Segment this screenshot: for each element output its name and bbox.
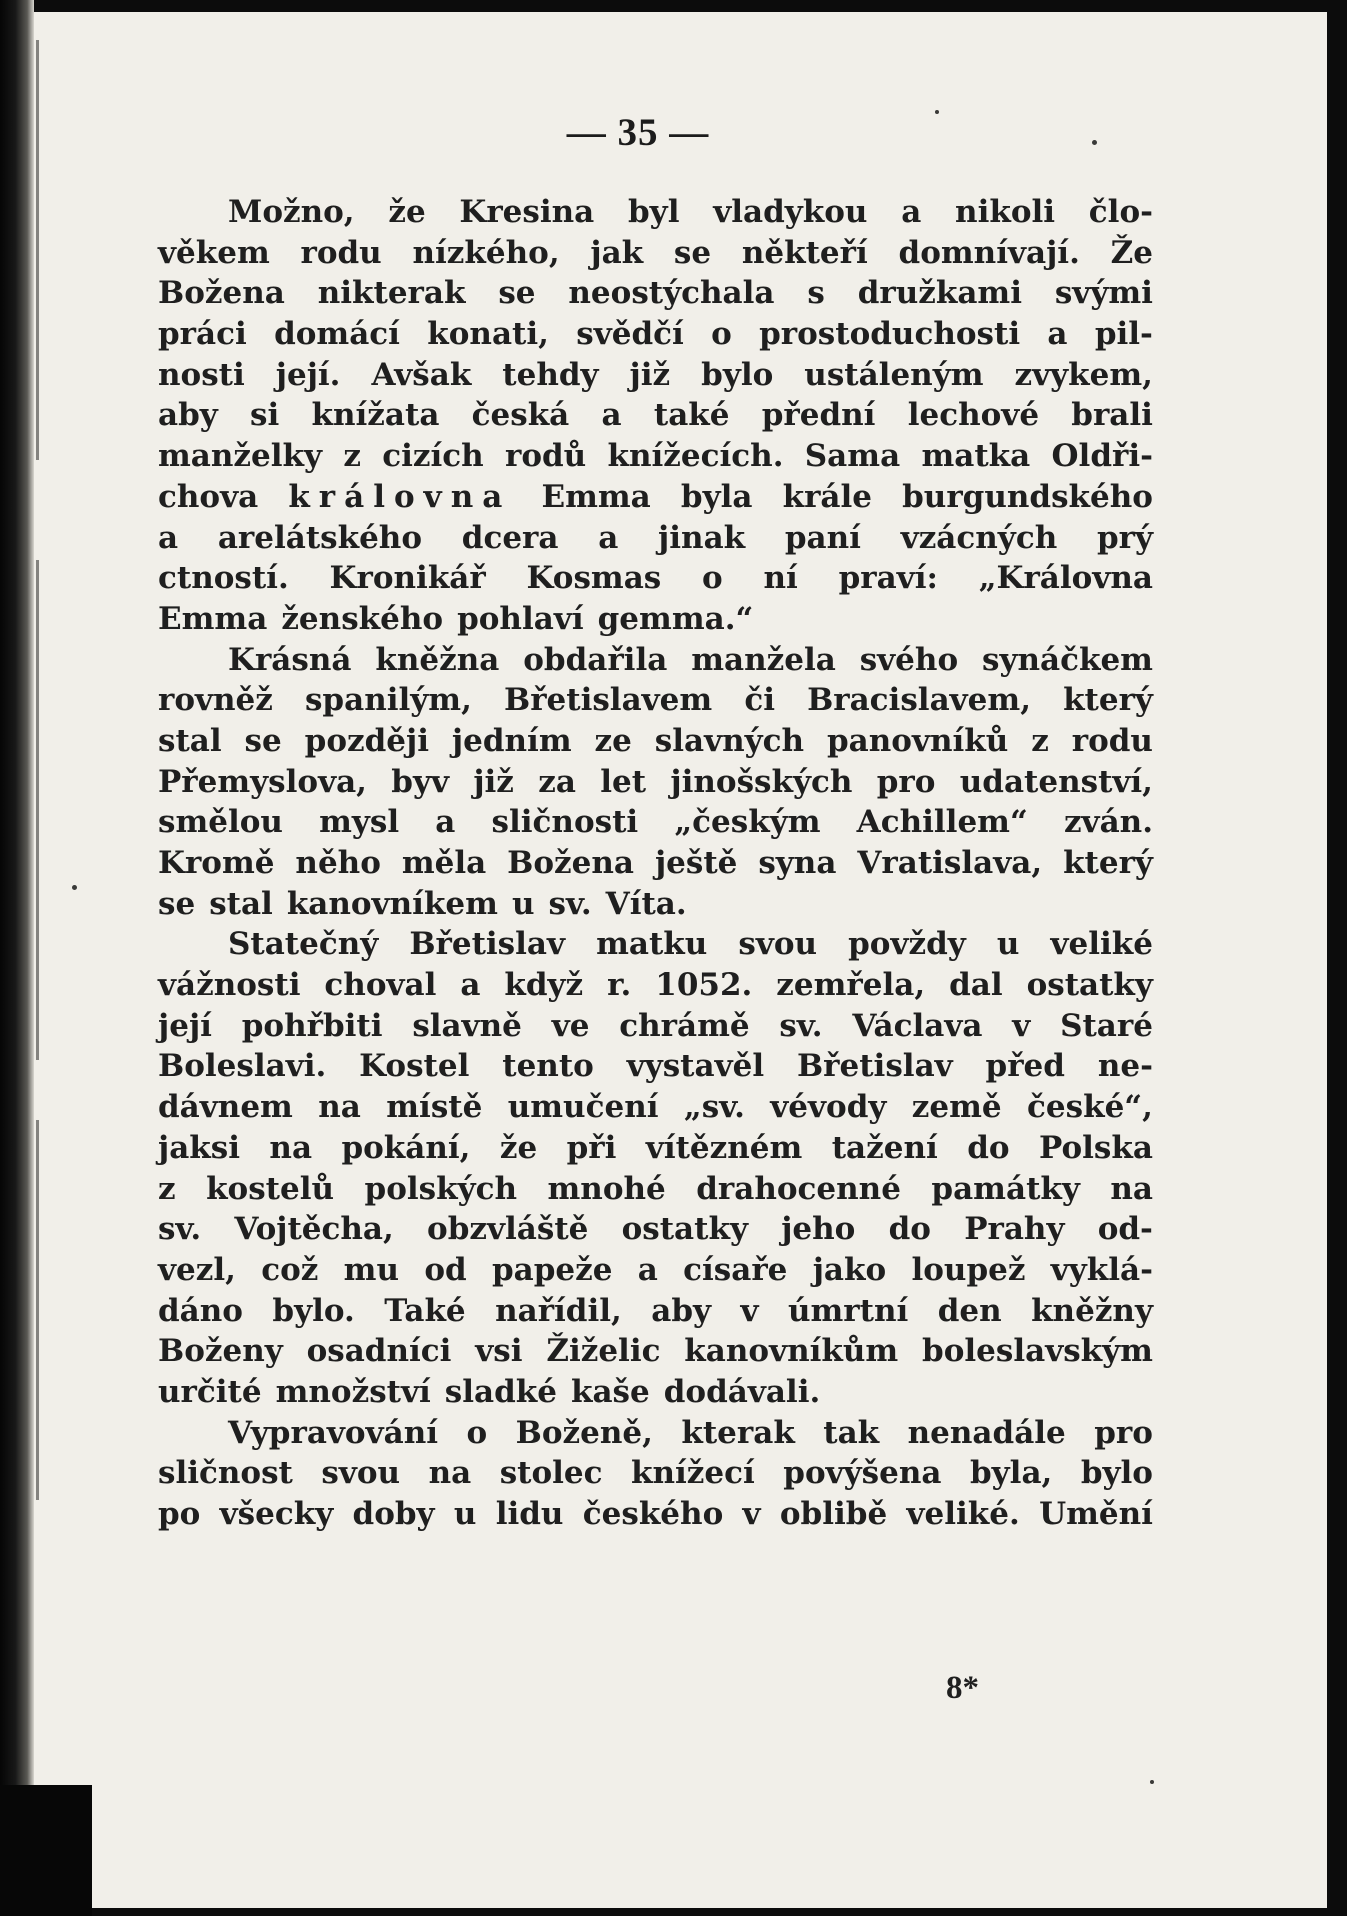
word: o [702, 560, 723, 597]
word: ustáleným [804, 356, 984, 393]
word: Že [1110, 234, 1153, 271]
word: dávnem [158, 1089, 293, 1126]
word: přední [761, 397, 876, 434]
binding-streak [36, 1120, 39, 1500]
word: chova [158, 478, 259, 515]
word: kaše [570, 1373, 650, 1410]
word: vezl, [158, 1251, 236, 1288]
word: Kromě [158, 845, 275, 881]
word: již [473, 763, 514, 800]
word: vévody [770, 1089, 887, 1126]
word: o [711, 316, 732, 353]
word: kterak [681, 1414, 795, 1451]
word: člo- [1088, 194, 1153, 230]
word: kanovníkům [684, 1333, 899, 1370]
word: manželky [158, 438, 323, 475]
text-line [158, 680, 1153, 721]
word: něho [295, 845, 381, 881]
word: o [466, 1414, 488, 1451]
word: se [673, 234, 712, 271]
word: Krásná [228, 641, 352, 678]
word: osadníci [306, 1333, 452, 1370]
word: Umění [1039, 1496, 1153, 1532]
word: vyklá- [1050, 1251, 1153, 1288]
scan-speck [72, 885, 77, 890]
word: Břetislavem [504, 682, 713, 719]
binding-shadow [0, 1785, 92, 1916]
word: místě [386, 1089, 483, 1126]
word: byla [680, 478, 753, 515]
word: ostatky [1026, 967, 1153, 1004]
scan-speck [935, 110, 939, 114]
word: bylo. [272, 1292, 355, 1329]
word: sv. [548, 885, 592, 922]
text-line [158, 558, 1153, 599]
text-line [158, 233, 1153, 274]
word: do [888, 1211, 931, 1248]
text-line [158, 1046, 1153, 1087]
word: dodávali. [663, 1373, 821, 1410]
word: pro [876, 763, 936, 800]
word: choval [324, 967, 437, 1004]
word: Božena [507, 845, 635, 881]
word: lechové [907, 397, 1040, 434]
word: den [937, 1292, 1002, 1329]
word: Polska [1038, 1129, 1153, 1166]
word: sličnost [158, 1455, 293, 1492]
word: „Královna [978, 560, 1153, 597]
word: svými [1054, 275, 1153, 312]
text-line [158, 965, 1153, 1006]
word: loupež [911, 1251, 1026, 1288]
scanned-page [28, 12, 1327, 1908]
word: nikterak [317, 275, 466, 312]
text-line [158, 314, 1153, 355]
text-line [158, 1453, 1153, 1494]
word: vítězném [645, 1129, 803, 1166]
word: Achillem“ [856, 804, 1028, 841]
text-line [158, 192, 1153, 233]
word: ženského [281, 600, 444, 637]
word: Kresina [459, 194, 595, 230]
text-line [158, 1413, 1153, 1454]
word: který [1063, 845, 1153, 881]
word: Sama [804, 438, 901, 475]
word: obzvláště [427, 1211, 589, 1248]
text-line [158, 395, 1153, 436]
word: Břetislav [796, 1048, 953, 1085]
word: knížecí [631, 1455, 755, 1492]
text-line [158, 762, 1153, 803]
word: kanovníkem [286, 885, 498, 922]
word: kostelů [206, 1170, 335, 1207]
word: aby [158, 397, 218, 434]
word: na [1110, 1170, 1153, 1207]
word: Staré [1060, 1007, 1153, 1044]
word: a [598, 519, 619, 556]
word: neostýchala [568, 275, 775, 312]
word: obdařila [523, 641, 668, 678]
word: od [424, 1251, 467, 1288]
word: rodu [300, 234, 382, 271]
word: Víta. [605, 885, 687, 922]
word: její. [275, 356, 341, 393]
word: svědčí [576, 316, 684, 353]
word: stal [158, 722, 222, 759]
word: oblibě [779, 1496, 888, 1532]
text-line [158, 640, 1153, 681]
word: knížata [311, 397, 440, 434]
word: kněžna [375, 641, 500, 678]
word: Kosmas [526, 560, 662, 597]
word: domácí [274, 316, 400, 353]
word: na [318, 1089, 361, 1126]
word: praví: [838, 560, 938, 597]
word: ještě [654, 845, 738, 881]
word: za [538, 763, 576, 800]
word: který [1063, 682, 1153, 719]
word: Přemyslova, [158, 763, 367, 800]
word: tento [502, 1048, 594, 1085]
text-line [158, 1006, 1153, 1047]
word: u [996, 926, 1020, 963]
word: paní [784, 519, 861, 556]
word: nenadále [907, 1414, 1066, 1451]
word: rovněž [158, 682, 273, 719]
word: českého [582, 1496, 724, 1532]
word: u [511, 885, 535, 922]
word: někteří [741, 234, 868, 271]
word: Také [384, 1292, 466, 1329]
word: slavně [412, 1007, 522, 1044]
word: byl [628, 194, 680, 230]
word: tak [823, 1414, 880, 1451]
word: což [261, 1251, 319, 1288]
word: při [566, 1129, 617, 1166]
text-line [158, 477, 1153, 518]
word: její [158, 1007, 212, 1044]
word: a [901, 194, 922, 230]
scan-speck [1092, 140, 1097, 145]
text-line [158, 1169, 1153, 1210]
word: jeho [781, 1211, 856, 1248]
word: a [460, 967, 481, 1004]
word: Vratislava, [857, 845, 1043, 881]
word: měla [401, 845, 487, 881]
word: se [498, 275, 536, 312]
binding-streak [36, 560, 39, 1060]
word: Vojtěcha, [234, 1211, 394, 1248]
word: „sv. [683, 1089, 745, 1126]
word: vsi [475, 1333, 523, 1370]
word: ctností. [158, 560, 289, 597]
word: se [244, 722, 282, 759]
word: aby [651, 1292, 712, 1329]
word: družkami [857, 275, 1022, 312]
scan-speck [1150, 1780, 1154, 1784]
word: smělou [158, 804, 283, 841]
word: z [1031, 722, 1049, 759]
word: mysl [319, 804, 400, 841]
word: slavných [654, 722, 805, 759]
text-line [158, 273, 1153, 314]
word: dcera [461, 519, 559, 556]
word: arelátského [217, 519, 423, 556]
word: Emma [158, 600, 268, 637]
word: gemma.“ [597, 600, 754, 637]
word: zvykem, [1014, 356, 1153, 393]
word: rodu [1071, 722, 1153, 759]
text-line [158, 1087, 1153, 1128]
word: mu [343, 1251, 400, 1288]
word: papeže [491, 1251, 613, 1288]
word: panovníků [826, 722, 1009, 759]
word: zemřela, [776, 967, 926, 1004]
word: české“, [1027, 1089, 1153, 1126]
word: konati, [427, 316, 549, 353]
word: množství [275, 1373, 431, 1410]
word: Oldři- [1051, 438, 1153, 475]
word: Žiželic [546, 1333, 661, 1370]
word: jinak [658, 519, 746, 556]
word: památky [931, 1170, 1080, 1207]
word: před [985, 1048, 1065, 1085]
word: udatenství, [959, 763, 1153, 800]
word: Statečný [228, 926, 379, 963]
word: v [1012, 1007, 1031, 1044]
binding-streak [36, 40, 39, 460]
word: jedním [451, 722, 572, 759]
word: 1052. [655, 967, 753, 1004]
word: let [600, 763, 647, 800]
text-line [158, 924, 1153, 965]
word: jak [590, 234, 644, 271]
text-line [158, 518, 1153, 559]
word: Boleslavi. [158, 1048, 327, 1085]
word: mnohé [547, 1170, 666, 1207]
text-line [158, 1250, 1153, 1291]
word: domnívají. [898, 234, 1080, 271]
word: byla, [969, 1455, 1053, 1492]
text-line [158, 1331, 1153, 1372]
word: syna [758, 845, 837, 881]
word: že [499, 1129, 538, 1166]
word: Božena [158, 275, 285, 312]
word: dal [949, 967, 1003, 1004]
text-line [158, 436, 1153, 477]
word: lidu [495, 1496, 564, 1532]
word: prostoduchosti [759, 316, 1021, 353]
word: knížecích. [607, 438, 784, 475]
word: jinošských [670, 763, 853, 800]
word: všecky [219, 1496, 334, 1532]
word: veliké. [906, 1496, 1020, 1532]
word: se [158, 885, 196, 922]
word: krále [782, 478, 872, 515]
page-number: — 35 — [566, 111, 710, 154]
word: a [601, 397, 622, 434]
word: synáčkem [982, 641, 1153, 678]
word: Vypravování [228, 1414, 439, 1451]
word: u [453, 1496, 477, 1532]
word: sv. [779, 1007, 823, 1044]
word: manžela [691, 641, 836, 678]
word: povýšena [783, 1455, 942, 1492]
word: vážnosti [158, 967, 301, 1004]
word: doby [352, 1496, 435, 1532]
word: pil- [1094, 316, 1153, 353]
word: sv. [158, 1211, 202, 1248]
word: r. [607, 967, 632, 1004]
word: tažení [831, 1129, 938, 1166]
word: určité [158, 1373, 262, 1410]
word: nízkého, [412, 234, 560, 271]
word: Václava [852, 1007, 983, 1044]
word: a [435, 804, 456, 841]
text-line [158, 599, 1153, 640]
word: zván. [1063, 804, 1153, 841]
word: polských [364, 1170, 518, 1207]
word: brali [1071, 397, 1153, 434]
word: bylo [1080, 1455, 1153, 1492]
word: sličnosti [491, 804, 639, 841]
word: „českým [674, 804, 821, 841]
word: cizích [382, 438, 484, 475]
text-line [158, 1494, 1153, 1535]
word: byv [391, 763, 449, 800]
signature-mark: 8* [946, 1670, 979, 1706]
word: svou [738, 926, 818, 963]
word: a [158, 519, 179, 556]
word: veliké [1050, 926, 1153, 963]
word: chrámě [619, 1007, 750, 1044]
word: Boženě, [515, 1414, 653, 1451]
word: česká [471, 397, 570, 434]
word: již [629, 356, 671, 393]
word: ní [763, 560, 798, 597]
word: sladké [444, 1373, 557, 1410]
word: nařídil, [495, 1292, 622, 1329]
text-line [158, 843, 1153, 884]
word: umučení [507, 1089, 659, 1126]
word: matku [596, 926, 708, 963]
word: prý [1096, 519, 1153, 556]
word: Břetislav [409, 926, 566, 963]
word: věkem [158, 234, 270, 271]
binding-edge [0, 0, 34, 1916]
word: Možno, [228, 194, 355, 230]
word: ve [551, 1007, 590, 1044]
word: na [428, 1455, 472, 1492]
word: do [967, 1129, 1010, 1166]
word: královna [288, 478, 512, 515]
word: burgundského [902, 478, 1153, 515]
word: stolec [499, 1455, 603, 1492]
word: vystavěl [626, 1048, 765, 1085]
word: drahocenné [696, 1170, 901, 1207]
word: kněžny [1031, 1292, 1153, 1329]
word: s [807, 275, 825, 312]
word: od- [1097, 1211, 1153, 1248]
word: že [388, 194, 426, 230]
word: tehdy [502, 356, 599, 393]
word: Prahy [964, 1211, 1065, 1248]
text-line [158, 802, 1153, 843]
word: vladykou [713, 194, 868, 230]
text-line [158, 1128, 1153, 1169]
text-line [158, 355, 1153, 396]
word: také [653, 397, 730, 434]
word: bylo [701, 356, 774, 393]
word: ze [594, 722, 632, 759]
word: si [250, 397, 280, 434]
word: či [744, 682, 775, 719]
word: císaře [683, 1251, 788, 1288]
word: Kostel [359, 1048, 470, 1085]
word: Avšak [371, 356, 472, 393]
word: jako [812, 1251, 887, 1288]
word: nikoli [955, 194, 1056, 230]
word: později [304, 722, 429, 759]
word: práci [158, 316, 247, 353]
word: matka [921, 438, 1031, 475]
text-line [158, 721, 1153, 762]
word: z [343, 438, 361, 475]
word: jaksi [158, 1129, 241, 1166]
word: Bracislavem, [807, 682, 1031, 719]
word: úmrtní [787, 1292, 909, 1329]
text-line [158, 1209, 1153, 1250]
word: pohlaví [457, 600, 584, 637]
word: dáno [158, 1292, 243, 1329]
word: stal [209, 885, 273, 922]
word: svého [859, 641, 959, 678]
word: Boženy [158, 1333, 283, 1370]
text-line [158, 1291, 1153, 1332]
word: z [158, 1170, 176, 1207]
word: spanilým, [304, 682, 472, 719]
word: svou [321, 1455, 401, 1492]
word: boleslavským [922, 1333, 1153, 1370]
word: povždy [848, 926, 966, 963]
word: země [911, 1089, 1002, 1126]
word: v [742, 1496, 761, 1532]
word: Emma [541, 478, 651, 515]
word: po [158, 1496, 201, 1532]
text-line [158, 1372, 1153, 1413]
word: pohřbiti [241, 1007, 383, 1044]
word: ostatky [621, 1211, 748, 1248]
word: pro [1094, 1414, 1153, 1451]
body-text [158, 192, 1153, 1535]
word: a [1047, 316, 1068, 353]
word: ne- [1097, 1048, 1153, 1085]
word: nosti [158, 356, 245, 393]
word: na [269, 1129, 313, 1166]
word: Kronikář [329, 560, 486, 597]
word: v [740, 1292, 759, 1329]
word: když [504, 967, 584, 1004]
word: a [637, 1251, 658, 1288]
text-line [158, 884, 1153, 925]
word: vzácných [900, 519, 1058, 556]
word: rodů [504, 438, 587, 475]
word: pokání, [341, 1129, 471, 1166]
